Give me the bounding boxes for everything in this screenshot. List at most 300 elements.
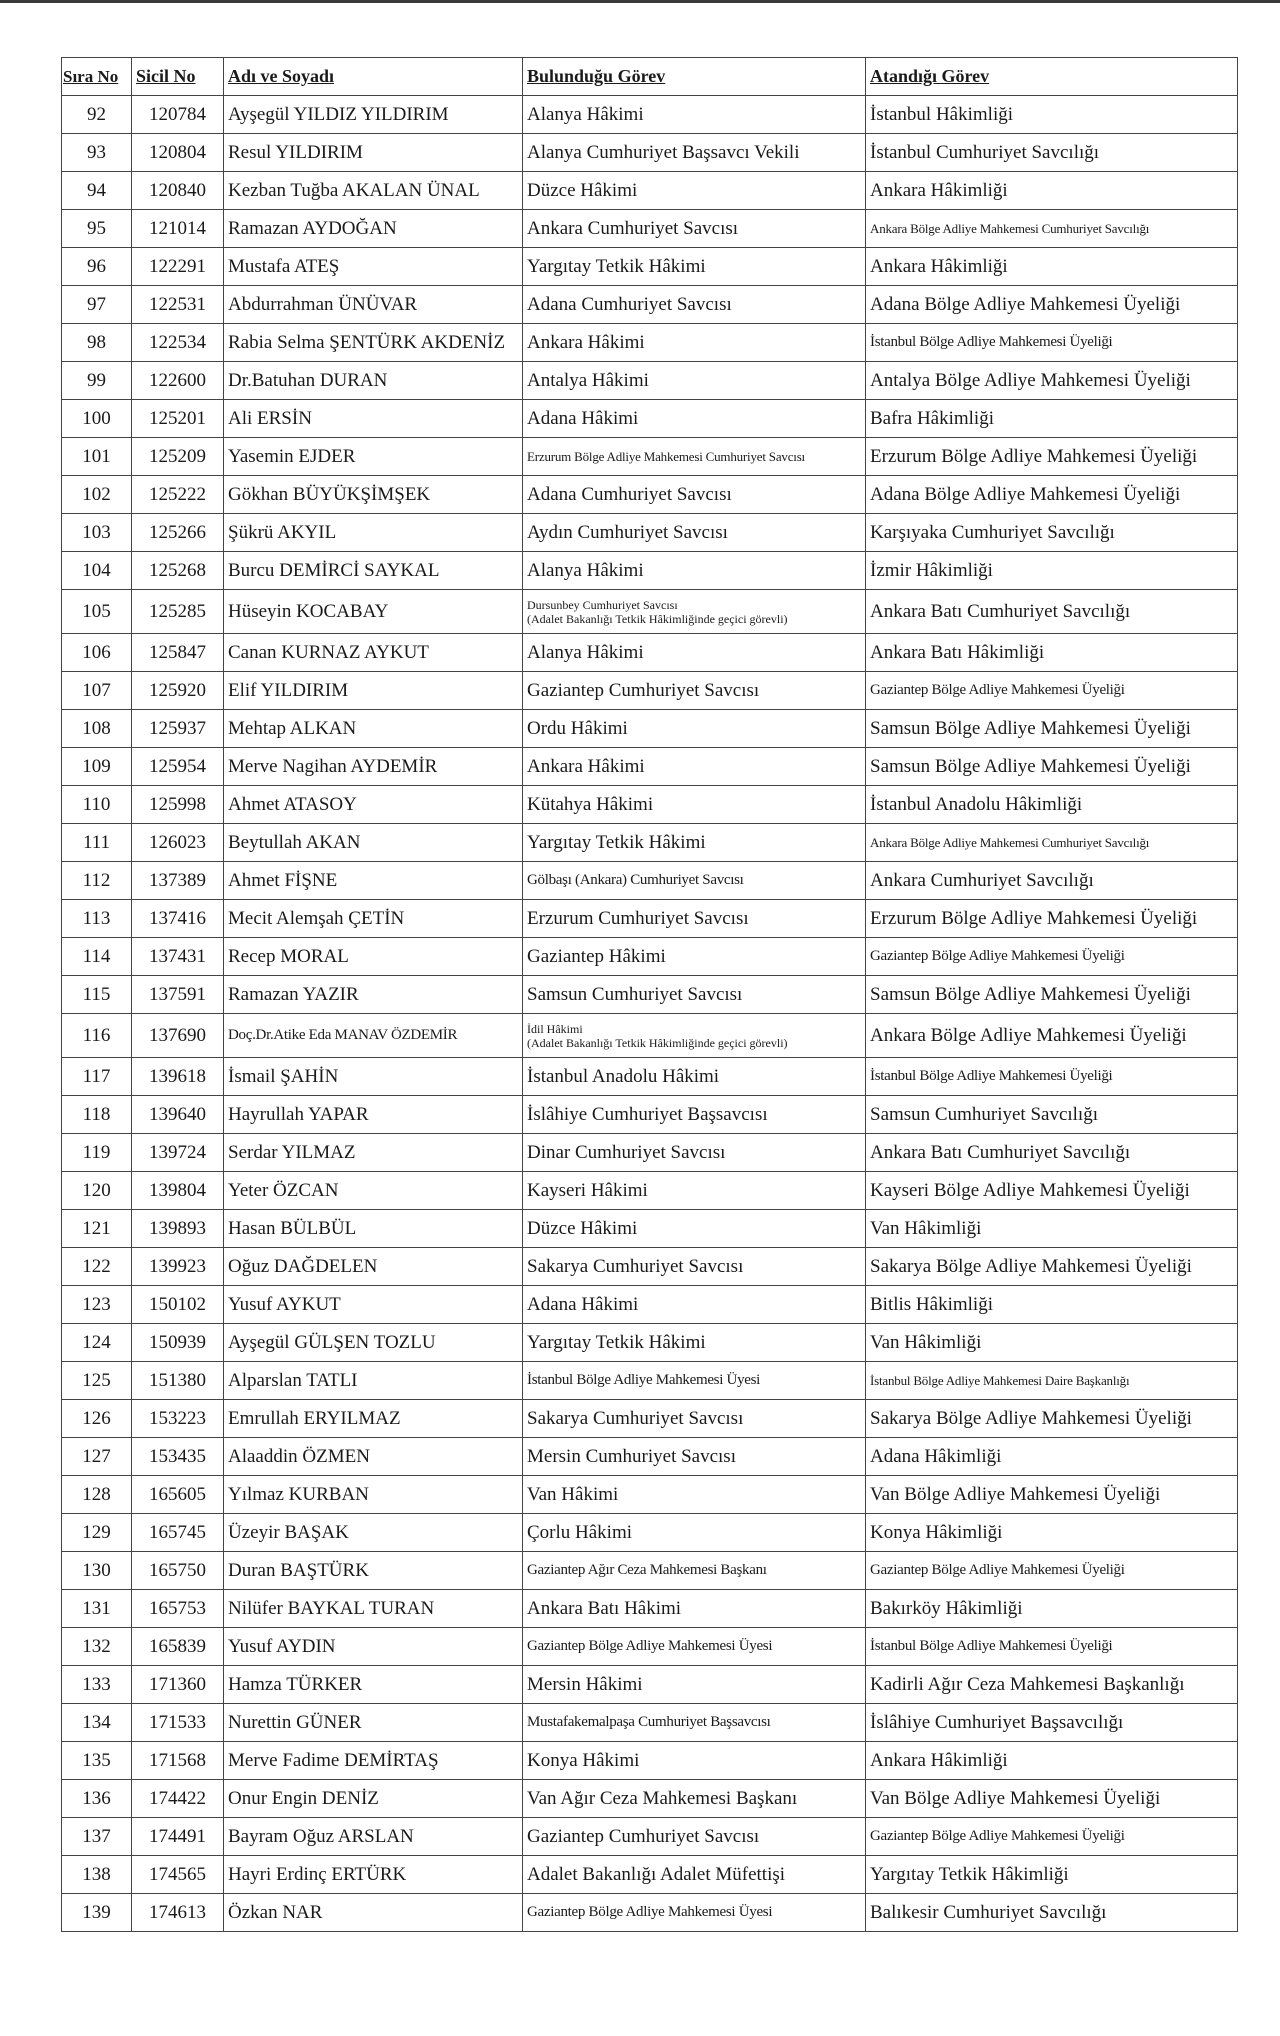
cell-adi-soyadi: Dr.Batuhan DURAN: [224, 362, 523, 400]
cell-bulundugu-gorev: Erzurum Cumhuriyet Savcısı: [523, 900, 866, 938]
cell-atandigi-gorev: Samsun Bölge Adliye Mahkemesi Üyeliği: [866, 710, 1238, 748]
cell-atandigi-gorev: İstanbul Cumhuriyet Savcılığı: [866, 134, 1238, 172]
bulundugu-gorev-title: İdil Hâkimi: [527, 1021, 583, 1036]
table-row: [62, 1210, 1238, 1248]
table-row: [62, 1856, 1238, 1894]
cell-sicil-no: 125201: [132, 400, 224, 438]
cell-sira-no: 93: [62, 134, 132, 172]
table-row: [62, 976, 1238, 1014]
cell-adi-soyadi: Yılmaz KURBAN: [224, 1476, 523, 1514]
cell-bulundugu-gorev: Yargıtay Tetkik Hâkimi: [523, 824, 866, 862]
cell-bulundugu-gorev: Alanya Hâkimi: [523, 552, 866, 590]
cell-sira-no: 111: [62, 824, 132, 862]
cell-sira-no: 96: [62, 248, 132, 286]
cell-bulundugu-gorev: Van Hâkimi: [523, 1476, 866, 1514]
cell-sicil-no: 122600: [132, 362, 224, 400]
table-row: [62, 400, 1238, 438]
cell-adi-soyadi: Ramazan YAZIR: [224, 976, 523, 1014]
cell-sicil-no: 137416: [132, 900, 224, 938]
cell-atandigi-gorev: Adana Bölge Adliye Mahkemesi Üyeliği: [866, 286, 1238, 324]
table-row: [62, 1362, 1238, 1400]
table-row: [62, 248, 1238, 286]
cell-adi-soyadi: Yusuf AYKUT: [224, 1286, 523, 1324]
cell-bulundugu-gorev: Düzce Hâkimi: [523, 1210, 866, 1248]
table-row: [62, 1286, 1238, 1324]
cell-atandigi-gorev: Ankara Bölge Adliye Mahkemesi Cumhuriyet Savcılığı: [866, 824, 1238, 862]
cell-sicil-no: 125266: [132, 514, 224, 552]
cell-atandigi-gorev: Antalya Bölge Adliye Mahkemesi Üyeliği: [866, 362, 1238, 400]
cell-adi-soyadi: Yusuf AYDIN: [224, 1628, 523, 1666]
cell-bulundugu-gorev: Düzce Hâkimi: [523, 172, 866, 210]
cell-sira-no: 118: [62, 1096, 132, 1134]
cell-atandigi-gorev: Sakarya Bölge Adliye Mahkemesi Üyeliği: [866, 1248, 1238, 1286]
cell-atandigi-gorev: Van Bölge Adliye Mahkemesi Üyeliği: [866, 1780, 1238, 1818]
cell-bulundugu-gorev: Gölbaşı (Ankara) Cumhuriyet Savcısı: [523, 862, 866, 900]
cell-atandigi-gorev: İslâhiye Cumhuriyet Başsavcılığı: [866, 1704, 1238, 1742]
cell-sicil-no: 125847: [132, 634, 224, 672]
cell-atandigi-gorev: İstanbul Bölge Adliye Mahkemesi Üyeliği: [866, 324, 1238, 362]
cell-bulundugu-gorev: Mustafakemalpaşa Cumhuriyet Başsavcısı: [523, 1704, 866, 1742]
table-row: [62, 1590, 1238, 1628]
table-row: [62, 1014, 1238, 1058]
cell-atandigi-gorev: Erzurum Bölge Adliye Mahkemesi Üyeliği: [866, 438, 1238, 476]
cell-sira-no: 114: [62, 938, 132, 976]
cell-sira-no: 127: [62, 1438, 132, 1476]
cell-sicil-no: 139804: [132, 1172, 224, 1210]
cell-adi-soyadi: Duran BAŞTÜRK: [224, 1552, 523, 1590]
cell-sira-no: 138: [62, 1856, 132, 1894]
cell-adi-soyadi: Ali ERSİN: [224, 400, 523, 438]
cell-adi-soyadi: Alaaddin ÖZMEN: [224, 1438, 523, 1476]
cell-bulundugu-gorev: Ankara Hâkimi: [523, 324, 866, 362]
cell-sira-no: 134: [62, 1704, 132, 1742]
cell-sira-no: 101: [62, 438, 132, 476]
cell-sira-no: 129: [62, 1514, 132, 1552]
cell-bulundugu-gorev: Sakarya Cumhuriyet Savcısı: [523, 1248, 866, 1286]
cell-bulundugu-gorev: Adana Cumhuriyet Savcısı: [523, 286, 866, 324]
cell-adi-soyadi: Ahmet FİŞNE: [224, 862, 523, 900]
cell-atandigi-gorev: Ankara Hâkimliği: [866, 248, 1238, 286]
cell-atandigi-gorev: Kayseri Bölge Adliye Mahkemesi Üyeliği: [866, 1172, 1238, 1210]
cell-sicil-no: 122531: [132, 286, 224, 324]
cell-sicil-no: 174491: [132, 1818, 224, 1856]
cell-adi-soyadi: Ayşegül YILDIZ YILDIRIM: [224, 96, 523, 134]
cell-sicil-no: 139724: [132, 1134, 224, 1172]
cell-bulundugu-gorev: Van Ağır Ceza Mahkemesi Başkanı: [523, 1780, 866, 1818]
table-row: [62, 1324, 1238, 1362]
cell-bulundugu-gorev: Ankara Batı Hâkimi: [523, 1590, 866, 1628]
cell-sira-no: 112: [62, 862, 132, 900]
cell-bulundugu-gorev: İstanbul Anadolu Hâkimi: [523, 1058, 866, 1096]
cell-bulundugu-gorev: Konya Hâkimi: [523, 1742, 866, 1780]
top-rule: [0, 0, 1280, 3]
table-row: [62, 824, 1238, 862]
cell-atandigi-gorev: Gaziantep Bölge Adliye Mahkemesi Üyeliği: [866, 1552, 1238, 1590]
cell-bulundugu-gorev: Yargıtay Tetkik Hâkimi: [523, 1324, 866, 1362]
cell-atandigi-gorev: Ankara Bölge Adliye Mahkemesi Üyeliği: [866, 1014, 1238, 1058]
cell-sicil-no: 125222: [132, 476, 224, 514]
cell-adi-soyadi: Hasan BÜLBÜL: [224, 1210, 523, 1248]
cell-sicil-no: 125920: [132, 672, 224, 710]
cell-atandigi-gorev: Karşıyaka Cumhuriyet Savcılığı: [866, 514, 1238, 552]
table-row: [62, 134, 1238, 172]
header-bulundugu-gorev: Bulunduğu Görev: [523, 58, 866, 96]
cell-bulundugu-gorev: Antalya Hâkimi: [523, 362, 866, 400]
cell-sicil-no: 125268: [132, 552, 224, 590]
cell-sicil-no: 125937: [132, 710, 224, 748]
cell-sicil-no: 171360: [132, 1666, 224, 1704]
cell-atandigi-gorev: Bafra Hâkimliği: [866, 400, 1238, 438]
cell-bulundugu-gorev: Alanya Cumhuriyet Başsavcı Vekili: [523, 134, 866, 172]
table-row: [62, 1172, 1238, 1210]
table-row: [62, 1096, 1238, 1134]
cell-sicil-no: 137690: [132, 1014, 224, 1058]
cell-sicil-no: 125954: [132, 748, 224, 786]
header-row: [62, 58, 1238, 96]
cell-sira-no: 126: [62, 1400, 132, 1438]
bulundugu-gorev-note: (Adalet Bakanlığı Tetkik Hâkimliğinde geçici görevli): [527, 1035, 788, 1050]
cell-bulundugu-gorev: Gaziantep Bölge Adliye Mahkemesi Üyesi: [523, 1628, 866, 1666]
cell-adi-soyadi: Abdurrahman ÜNÜVAR: [224, 286, 523, 324]
cell-atandigi-gorev: İstanbul Bölge Adliye Mahkemesi Üyeliği: [866, 1058, 1238, 1096]
cell-atandigi-gorev: Ankara Hâkimliği: [866, 1742, 1238, 1780]
cell-sicil-no: 137431: [132, 938, 224, 976]
cell-adi-soyadi: Kezban Tuğba AKALAN ÜNAL: [224, 172, 523, 210]
cell-adi-soyadi: Hayri Erdinç ERTÜRK: [224, 1856, 523, 1894]
table-row: [62, 1514, 1238, 1552]
cell-atandigi-gorev: Ankara Batı Hâkimliği: [866, 634, 1238, 672]
table-row: [62, 634, 1238, 672]
cell-sira-no: 131: [62, 1590, 132, 1628]
cell-sira-no: 125: [62, 1362, 132, 1400]
table-row: [62, 514, 1238, 552]
cell-adi-soyadi: Ramazan AYDOĞAN: [224, 210, 523, 248]
cell-sira-no: 97: [62, 286, 132, 324]
cell-adi-soyadi: Hamza TÜRKER: [224, 1666, 523, 1704]
table-row: [62, 1666, 1238, 1704]
cell-sira-no: 122: [62, 1248, 132, 1286]
cell-sicil-no: 171568: [132, 1742, 224, 1780]
cell-adi-soyadi: Burcu DEMİRCİ SAYKAL: [224, 552, 523, 590]
cell-sicil-no: 153435: [132, 1438, 224, 1476]
cell-adi-soyadi: Mehtap ALKAN: [224, 710, 523, 748]
table-row: [62, 476, 1238, 514]
table-row: [62, 1704, 1238, 1742]
cell-bulundugu-gorev: [523, 1014, 866, 1058]
cell-atandigi-gorev: Yargıtay Tetkik Hâkimliği: [866, 1856, 1238, 1894]
cell-adi-soyadi: Mecit Alemşah ÇETİN: [224, 900, 523, 938]
table-row: [62, 1894, 1238, 1932]
cell-bulundugu-gorev: Aydın Cumhuriyet Savcısı: [523, 514, 866, 552]
table-row: [62, 438, 1238, 476]
cell-adi-soyadi: Nilüfer BAYKAL TURAN: [224, 1590, 523, 1628]
cell-atandigi-gorev: Samsun Cumhuriyet Savcılığı: [866, 1096, 1238, 1134]
cell-bulundugu-gorev: İstanbul Bölge Adliye Mahkemesi Üyesi: [523, 1362, 866, 1400]
table-row: [62, 1742, 1238, 1780]
cell-sira-no: 106: [62, 634, 132, 672]
cell-adi-soyadi: Yeter ÖZCAN: [224, 1172, 523, 1210]
cell-sira-no: 120: [62, 1172, 132, 1210]
cell-atandigi-gorev: Bitlis Hâkimliği: [866, 1286, 1238, 1324]
cell-sira-no: 136: [62, 1780, 132, 1818]
table-row: [62, 1552, 1238, 1590]
cell-adi-soyadi: Hüseyin KOCABAY: [224, 590, 523, 634]
header-atandigi-gorev: Atandığı Görev: [866, 58, 1238, 96]
cell-atandigi-gorev: İstanbul Hâkimliği: [866, 96, 1238, 134]
cell-sira-no: 92: [62, 96, 132, 134]
cell-sicil-no: 174422: [132, 1780, 224, 1818]
cell-sira-no: 133: [62, 1666, 132, 1704]
cell-adi-soyadi: Şükrü AKYIL: [224, 514, 523, 552]
cell-sira-no: 109: [62, 748, 132, 786]
cell-adi-soyadi: Ayşegül GÜLŞEN TOZLU: [224, 1324, 523, 1362]
cell-sicil-no: 139640: [132, 1096, 224, 1134]
cell-atandigi-gorev: Konya Hâkimliği: [866, 1514, 1238, 1552]
cell-sira-no: 121: [62, 1210, 132, 1248]
cell-sira-no: 137: [62, 1818, 132, 1856]
cell-adi-soyadi: Oğuz DAĞDELEN: [224, 1248, 523, 1286]
cell-sira-no: 105: [62, 590, 132, 634]
table-row: [62, 1134, 1238, 1172]
cell-sira-no: 115: [62, 976, 132, 1014]
table-row: [62, 172, 1238, 210]
cell-adi-soyadi: Beytullah AKAN: [224, 824, 523, 862]
cell-atandigi-gorev: Van Bölge Adliye Mahkemesi Üyeliği: [866, 1476, 1238, 1514]
cell-atandigi-gorev: Ankara Bölge Adliye Mahkemesi Cumhuriyet Savcılığı: [866, 210, 1238, 248]
table-row: [62, 1058, 1238, 1096]
cell-atandigi-gorev: İzmir Hâkimliği: [866, 552, 1238, 590]
cell-bulundugu-gorev: Ordu Hâkimi: [523, 710, 866, 748]
cell-sira-no: 135: [62, 1742, 132, 1780]
cell-atandigi-gorev: Balıkesir Cumhuriyet Savcılığı: [866, 1894, 1238, 1932]
cell-sicil-no: 171533: [132, 1704, 224, 1742]
cell-adi-soyadi: Özkan NAR: [224, 1894, 523, 1932]
cell-adi-soyadi: Mustafa ATEŞ: [224, 248, 523, 286]
cell-sira-no: 108: [62, 710, 132, 748]
cell-adi-soyadi: Üzeyir BAŞAK: [224, 1514, 523, 1552]
cell-atandigi-gorev: Ankara Cumhuriyet Savcılığı: [866, 862, 1238, 900]
cell-sira-no: 100: [62, 400, 132, 438]
cell-sicil-no: 165750: [132, 1552, 224, 1590]
cell-sicil-no: 125209: [132, 438, 224, 476]
appointment-table-container: [61, 57, 1237, 1932]
cell-sicil-no: 165753: [132, 1590, 224, 1628]
cell-adi-soyadi: Onur Engin DENİZ: [224, 1780, 523, 1818]
cell-sira-no: 116: [62, 1014, 132, 1058]
cell-bulundugu-gorev: Mersin Hâkimi: [523, 1666, 866, 1704]
appointment-table: [61, 57, 1238, 1932]
cell-sicil-no: 165839: [132, 1628, 224, 1666]
cell-sira-no: 104: [62, 552, 132, 590]
cell-atandigi-gorev: Gaziantep Bölge Adliye Mahkemesi Üyeliği: [866, 1818, 1238, 1856]
table-row: [62, 362, 1238, 400]
cell-atandigi-gorev: İstanbul Bölge Adliye Mahkemesi Üyeliği: [866, 1628, 1238, 1666]
cell-sicil-no: 151380: [132, 1362, 224, 1400]
cell-adi-soyadi: Yasemin EJDER: [224, 438, 523, 476]
cell-sira-no: 110: [62, 786, 132, 824]
cell-sicil-no: 139618: [132, 1058, 224, 1096]
cell-sira-no: 119: [62, 1134, 132, 1172]
cell-sira-no: 139: [62, 1894, 132, 1932]
table-row: [62, 96, 1238, 134]
cell-bulundugu-gorev: Erzurum Bölge Adliye Mahkemesi Cumhuriyet Savcısı: [523, 438, 866, 476]
cell-bulundugu-gorev: Alanya Hâkimi: [523, 96, 866, 134]
cell-bulundugu-gorev: Mersin Cumhuriyet Savcısı: [523, 1438, 866, 1476]
cell-sicil-no: 125998: [132, 786, 224, 824]
cell-sira-no: 95: [62, 210, 132, 248]
cell-sicil-no: 126023: [132, 824, 224, 862]
cell-adi-soyadi: Recep MORAL: [224, 938, 523, 976]
table-row: [62, 1780, 1238, 1818]
header-sira-no: Sıra No: [62, 58, 132, 96]
cell-sicil-no: 139923: [132, 1248, 224, 1286]
cell-bulundugu-gorev: Alanya Hâkimi: [523, 634, 866, 672]
cell-sira-no: 113: [62, 900, 132, 938]
cell-bulundugu-gorev: Ankara Hâkimi: [523, 748, 866, 786]
cell-sicil-no: 153223: [132, 1400, 224, 1438]
cell-sicil-no: 174613: [132, 1894, 224, 1932]
cell-atandigi-gorev: Adana Hâkimliği: [866, 1438, 1238, 1476]
cell-bulundugu-gorev: Kütahya Hâkimi: [523, 786, 866, 824]
cell-sicil-no: 137591: [132, 976, 224, 1014]
cell-atandigi-gorev: İstanbul Anadolu Hâkimliği: [866, 786, 1238, 824]
cell-sira-no: 132: [62, 1628, 132, 1666]
cell-adi-soyadi: Canan KURNAZ AYKUT: [224, 634, 523, 672]
table-row: [62, 900, 1238, 938]
cell-bulundugu-gorev: Yargıtay Tetkik Hâkimi: [523, 248, 866, 286]
cell-adi-soyadi: Alparslan TATLI: [224, 1362, 523, 1400]
cell-sira-no: 123: [62, 1286, 132, 1324]
cell-bulundugu-gorev: Samsun Cumhuriyet Savcısı: [523, 976, 866, 1014]
cell-bulundugu-gorev: İslâhiye Cumhuriyet Başsavcısı: [523, 1096, 866, 1134]
cell-bulundugu-gorev: [523, 590, 866, 634]
cell-bulundugu-gorev: Dinar Cumhuriyet Savcısı: [523, 1134, 866, 1172]
cell-adi-soyadi: Merve Fadime DEMİRTAŞ: [224, 1742, 523, 1780]
table-row: [62, 1248, 1238, 1286]
cell-sicil-no: 120804: [132, 134, 224, 172]
header-sicil-no: Sicil No: [132, 58, 224, 96]
table-row: [62, 324, 1238, 362]
cell-sicil-no: 121014: [132, 210, 224, 248]
cell-atandigi-gorev: Van Hâkimliği: [866, 1210, 1238, 1248]
cell-atandigi-gorev: Kadirli Ağır Ceza Mahkemesi Başkanlığı: [866, 1666, 1238, 1704]
cell-sira-no: 107: [62, 672, 132, 710]
cell-sicil-no: 120784: [132, 96, 224, 134]
cell-adi-soyadi: Ahmet ATASOY: [224, 786, 523, 824]
table-header: [62, 58, 1238, 96]
cell-sira-no: 94: [62, 172, 132, 210]
cell-sicil-no: 120840: [132, 172, 224, 210]
table-row: [62, 938, 1238, 976]
table-row: [62, 552, 1238, 590]
table-row: [62, 1476, 1238, 1514]
cell-bulundugu-gorev: Gaziantep Hâkimi: [523, 938, 866, 976]
cell-adi-soyadi: Bayram Oğuz ARSLAN: [224, 1818, 523, 1856]
cell-atandigi-gorev: Ankara Batı Cumhuriyet Savcılığı: [866, 590, 1238, 634]
cell-bulundugu-gorev: Adana Hâkimi: [523, 400, 866, 438]
cell-atandigi-gorev: Gaziantep Bölge Adliye Mahkemesi Üyeliği: [866, 938, 1238, 976]
table-row: [62, 748, 1238, 786]
cell-sicil-no: 122291: [132, 248, 224, 286]
cell-atandigi-gorev: Samsun Bölge Adliye Mahkemesi Üyeliği: [866, 976, 1238, 1014]
cell-sicil-no: 150939: [132, 1324, 224, 1362]
cell-sicil-no: 125285: [132, 590, 224, 634]
table-row: [62, 1628, 1238, 1666]
table-row: [62, 210, 1238, 248]
cell-atandigi-gorev: Bakırköy Hâkimliği: [866, 1590, 1238, 1628]
cell-atandigi-gorev: Sakarya Bölge Adliye Mahkemesi Üyeliği: [866, 1400, 1238, 1438]
cell-bulundugu-gorev: Ankara Cumhuriyet Savcısı: [523, 210, 866, 248]
cell-bulundugu-gorev: Gaziantep Bölge Adliye Mahkemesi Üyesi: [523, 1894, 866, 1932]
table-row: [62, 1400, 1238, 1438]
table-row: [62, 672, 1238, 710]
cell-sira-no: 102: [62, 476, 132, 514]
cell-bulundugu-gorev: Adalet Bakanlığı Adalet Müfettişi: [523, 1856, 866, 1894]
cell-adi-soyadi: Elif YILDIRIM: [224, 672, 523, 710]
table-row: [62, 590, 1238, 634]
cell-sicil-no: 165605: [132, 1476, 224, 1514]
cell-bulundugu-gorev: Sakarya Cumhuriyet Savcısı: [523, 1400, 866, 1438]
cell-adi-soyadi: Merve Nagihan AYDEMİR: [224, 748, 523, 786]
cell-sira-no: 103: [62, 514, 132, 552]
cell-atandigi-gorev: Erzurum Bölge Adliye Mahkemesi Üyeliği: [866, 900, 1238, 938]
cell-sicil-no: 150102: [132, 1286, 224, 1324]
cell-adi-soyadi: Resul YILDIRIM: [224, 134, 523, 172]
cell-sira-no: 130: [62, 1552, 132, 1590]
cell-sicil-no: 139893: [132, 1210, 224, 1248]
cell-atandigi-gorev: Ankara Batı Cumhuriyet Savcılığı: [866, 1134, 1238, 1172]
cell-atandigi-gorev: Gaziantep Bölge Adliye Mahkemesi Üyeliği: [866, 672, 1238, 710]
cell-bulundugu-gorev: Gaziantep Cumhuriyet Savcısı: [523, 1818, 866, 1856]
cell-sicil-no: 122534: [132, 324, 224, 362]
cell-adi-soyadi: Doç.Dr.Atike Eda MANAV ÖZDEMİR: [224, 1014, 523, 1058]
bulundugu-gorev-title: Dursunbey Cumhuriyet Savcısı: [527, 597, 678, 612]
table-body: [62, 96, 1238, 1932]
cell-bulundugu-gorev: Adana Hâkimi: [523, 1286, 866, 1324]
table-row: [62, 1818, 1238, 1856]
cell-bulundugu-gorev: Adana Cumhuriyet Savcısı: [523, 476, 866, 514]
cell-adi-soyadi: Hayrullah YAPAR: [224, 1096, 523, 1134]
cell-adi-soyadi: Gökhan BÜYÜKŞİMŞEK: [224, 476, 523, 514]
cell-adi-soyadi: Serdar YILMAZ: [224, 1134, 523, 1172]
table-row: [62, 862, 1238, 900]
table-row: [62, 286, 1238, 324]
table-row: [62, 786, 1238, 824]
cell-sira-no: 98: [62, 324, 132, 362]
cell-bulundugu-gorev: Kayseri Hâkimi: [523, 1172, 866, 1210]
cell-sira-no: 124: [62, 1324, 132, 1362]
cell-atandigi-gorev: İstanbul Bölge Adliye Mahkemesi Daire Başkanlığı: [866, 1362, 1238, 1400]
cell-bulundugu-gorev: Gaziantep Cumhuriyet Savcısı: [523, 672, 866, 710]
cell-sicil-no: 165745: [132, 1514, 224, 1552]
cell-sira-no: 128: [62, 1476, 132, 1514]
cell-sira-no: 99: [62, 362, 132, 400]
bulundugu-gorev-note: (Adalet Bakanlığı Tetkik Hâkimliğinde geçici görevli): [527, 611, 788, 626]
cell-bulundugu-gorev: Çorlu Hâkimi: [523, 1514, 866, 1552]
cell-sicil-no: 174565: [132, 1856, 224, 1894]
header-adi-soyadi: Adı ve Soyadı: [224, 58, 523, 96]
cell-adi-soyadi: Emrullah ERYILMAZ: [224, 1400, 523, 1438]
cell-adi-soyadi: İsmail ŞAHİN: [224, 1058, 523, 1096]
cell-bulundugu-gorev: Gaziantep Ağır Ceza Mahkemesi Başkanı: [523, 1552, 866, 1590]
cell-sicil-no: 137389: [132, 862, 224, 900]
cell-atandigi-gorev: Adana Bölge Adliye Mahkemesi Üyeliği: [866, 476, 1238, 514]
cell-adi-soyadi: Rabia Selma ŞENTÜRK AKDENİZ: [224, 324, 523, 362]
table-row: [62, 1438, 1238, 1476]
cell-adi-soyadi: Nurettin GÜNER: [224, 1704, 523, 1742]
cell-atandigi-gorev: Samsun Bölge Adliye Mahkemesi Üyeliği: [866, 748, 1238, 786]
cell-sira-no: 117: [62, 1058, 132, 1096]
